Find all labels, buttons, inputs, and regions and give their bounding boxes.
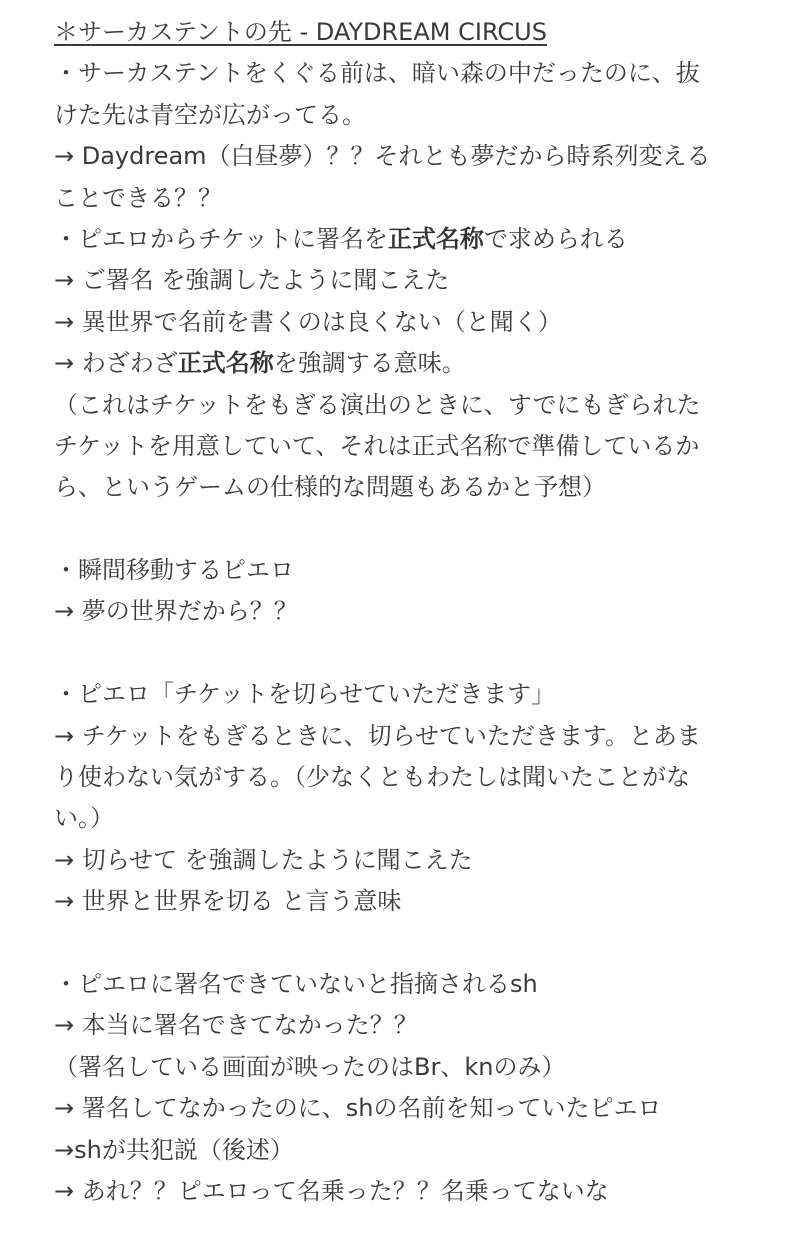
text-line: （これはチケットをもぎる演出のときに、すでにもぎられた [54,390,701,419]
text-segment: で求められる [483,224,628,253]
memo-document [54,12,784,1212]
text-line: い。） [54,804,114,833]
blank-line [54,923,784,964]
blank-line [54,509,784,550]
text-line: ら、というゲームの仕様的な問題もあるかと予想） [54,473,606,502]
text-line: → ご署名 を強調したように聞こえた [54,266,450,295]
text-line: → あれ？？ピエロって名乗った？？名乗ってないな [54,1176,609,1205]
text-line: ことできる？？ [54,183,222,212]
text-line: → Daydream（白昼夢）？？それとも夢だから時系列変える [54,142,711,171]
text-line: → 署名してなかったのに、shの名前を知っていたピエロ [54,1094,662,1123]
text-line: ・瞬間移動するピエロ [54,556,294,585]
bold-emphasis: 正式名称 [177,349,274,378]
text-line: ・サーカステントをくぐる前は、暗い森の中だったのに、抜 [54,59,700,88]
text-line: → 異世界で名前を書くのは良くない（と聞く） [54,307,562,336]
text-line: （署名している画面が映ったのはBr、knのみ） [54,1052,566,1081]
text-line: ・ピエロ「チケットを切らせていただきます」 [54,680,556,709]
text-line: →shが共犯説（後述） [54,1135,294,1164]
text-line [54,343,784,384]
text-segment: ・ピエロからチケットに署名を [54,224,388,253]
text-segment: を強調する意味。 [273,349,466,378]
text-line: り使わない気がする。（少なくともわたしは聞いたことがな [54,763,690,792]
text-line: けた先は青空が広がってる。 [54,100,366,129]
text-segment: → わざわざ [54,349,178,378]
text-line: チケットを用意していて、それは正式名称で準備しているか [54,431,700,460]
text-line: → チケットをもぎるときに、切らせていただきます。とあま [54,721,701,750]
text-line: ・ピエロに署名できていないと指摘されるsh [54,969,538,998]
text-line: → 本当に署名できてなかった？？ [54,1011,418,1040]
section-title: ＊サーカステントの先 - DAYDREAM CIRCUS [54,18,547,46]
bold-emphasis: 正式名称 [387,224,484,253]
text-line: → 夢の世界だから？？ [54,597,298,626]
blank-line [54,633,784,674]
text-line [54,219,784,260]
text-line: → 世界と世界を切る と言う意味 [54,887,402,916]
text-line: → 切らせて を強調したように聞こえた [54,845,473,874]
